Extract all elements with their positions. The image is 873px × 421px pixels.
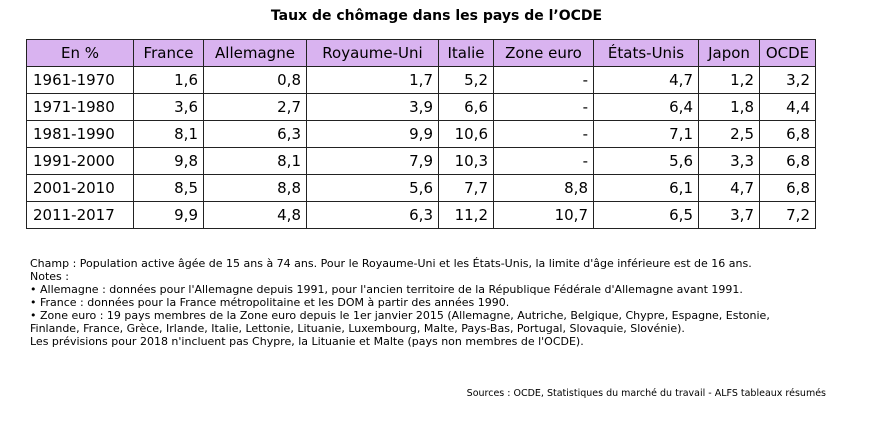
column-header-etats-unis: États-Unis	[594, 40, 699, 67]
value-cell: 11,2	[439, 202, 494, 229]
value-cell: 9,9	[307, 121, 439, 148]
value-cell: 5,2	[439, 67, 494, 94]
column-header-royaume-uni: Royaume-Uni	[307, 40, 439, 67]
value-cell: 0,8	[204, 67, 307, 94]
value-cell: 7,9	[307, 148, 439, 175]
table-row	[27, 148, 816, 175]
value-cell: 5,6	[594, 148, 699, 175]
value-cell: 3,6	[134, 94, 204, 121]
value-cell: 1,7	[307, 67, 439, 94]
value-cell: 6,3	[204, 121, 307, 148]
column-header-zone-euro: Zone euro	[494, 40, 594, 67]
value-cell: 3,3	[699, 148, 760, 175]
period-cell: 2011-2017	[27, 202, 134, 229]
value-cell: 6,1	[594, 175, 699, 202]
value-cell: 3,7	[699, 202, 760, 229]
value-cell: 6,3	[307, 202, 439, 229]
value-cell: -	[494, 148, 594, 175]
period-cell: 1971-1980	[27, 94, 134, 121]
value-cell: 6,4	[594, 94, 699, 121]
note-allemagne: • Allemagne : données pour l'Allemagne depuis 1991, pour l'ancien territoire de la République Fédérale d'Allemagne avant 1991.	[30, 283, 743, 296]
value-cell: 9,8	[134, 148, 204, 175]
table-row	[27, 94, 816, 121]
value-cell: 4,8	[204, 202, 307, 229]
value-cell: 3,2	[760, 67, 816, 94]
scope-note: Champ : Population active âgée de 15 ans à 74 ans. Pour le Royaume-Uni et les États-Unis, la limite d'âge inférieure est de 16 ans.	[30, 257, 752, 270]
value-cell: 6,8	[760, 148, 816, 175]
period-cell: 2001-2010	[27, 175, 134, 202]
value-cell: 6,5	[594, 202, 699, 229]
value-cell: 8,8	[204, 175, 307, 202]
table-title: Taux de chômage dans les pays de l’OCDE	[270, 8, 603, 24]
notes-block	[30, 257, 820, 348]
value-cell: 8,8	[494, 175, 594, 202]
value-cell: 6,8	[760, 175, 816, 202]
value-cell: -	[494, 121, 594, 148]
value-cell: 7,1	[594, 121, 699, 148]
value-cell: 5,6	[307, 175, 439, 202]
table-row	[27, 121, 816, 148]
value-cell: 6,6	[439, 94, 494, 121]
value-cell: 6,8	[760, 121, 816, 148]
value-cell: 3,9	[307, 94, 439, 121]
notes-heading: Notes :	[30, 270, 69, 283]
note-forecasts: Les prévisions pour 2018 n'incluent pas Chypre, la Lituanie et Malte (pays non membres de l'OCDE).	[30, 335, 584, 348]
period-cell: 1981-1990	[27, 121, 134, 148]
note-france: • France : données pour la France métropolitaine et les DOM à partir des années 1990.	[30, 296, 510, 309]
value-cell: -	[494, 94, 594, 121]
table-row	[27, 202, 816, 229]
value-cell: 7,2	[760, 202, 816, 229]
unemployment-table	[26, 39, 816, 229]
period-cell: 1991-2000	[27, 148, 134, 175]
column-header-japon: Japon	[699, 40, 760, 67]
value-cell: 10,3	[439, 148, 494, 175]
column-header-france: France	[134, 40, 204, 67]
column-header-italie: Italie	[439, 40, 494, 67]
value-cell: 9,9	[134, 202, 204, 229]
value-cell: 8,1	[204, 148, 307, 175]
column-header-ocde: OCDE	[760, 40, 816, 67]
table-row	[27, 67, 816, 94]
value-cell: 1,8	[699, 94, 760, 121]
column-header-allemagne: Allemagne	[204, 40, 307, 67]
value-cell: -	[494, 67, 594, 94]
value-cell: 1,2	[699, 67, 760, 94]
value-cell: 8,1	[134, 121, 204, 148]
period-cell: 1961-1970	[27, 67, 134, 94]
value-cell: 2,7	[204, 94, 307, 121]
value-cell: 10,7	[494, 202, 594, 229]
value-cell: 10,6	[439, 121, 494, 148]
value-cell: 4,4	[760, 94, 816, 121]
value-cell: 4,7	[699, 175, 760, 202]
table-row	[27, 175, 816, 202]
value-cell: 4,7	[594, 67, 699, 94]
column-header-period: En %	[27, 40, 134, 67]
value-cell: 2,5	[699, 121, 760, 148]
table-header-row	[27, 40, 816, 67]
value-cell: 7,7	[439, 175, 494, 202]
value-cell: 1,6	[134, 67, 204, 94]
source-note: Sources : OCDE, Statistiques du marché du travail - ALFS tableaux résumés	[466, 388, 826, 399]
value-cell: 8,5	[134, 175, 204, 202]
note-zone-euro: • Zone euro : 19 pays membres de la Zone euro depuis le 1er janvier 2015 (Allemagne, Autriche, Belgique, Chypre, Espagne, Estonie, Finlande, France, Grèce, Irlande, Italie, Lettonie, Lituanie, Luxembourg, Malte, Pays-Bas, Portugal, Slovaquie, Slovénie).	[30, 309, 770, 335]
